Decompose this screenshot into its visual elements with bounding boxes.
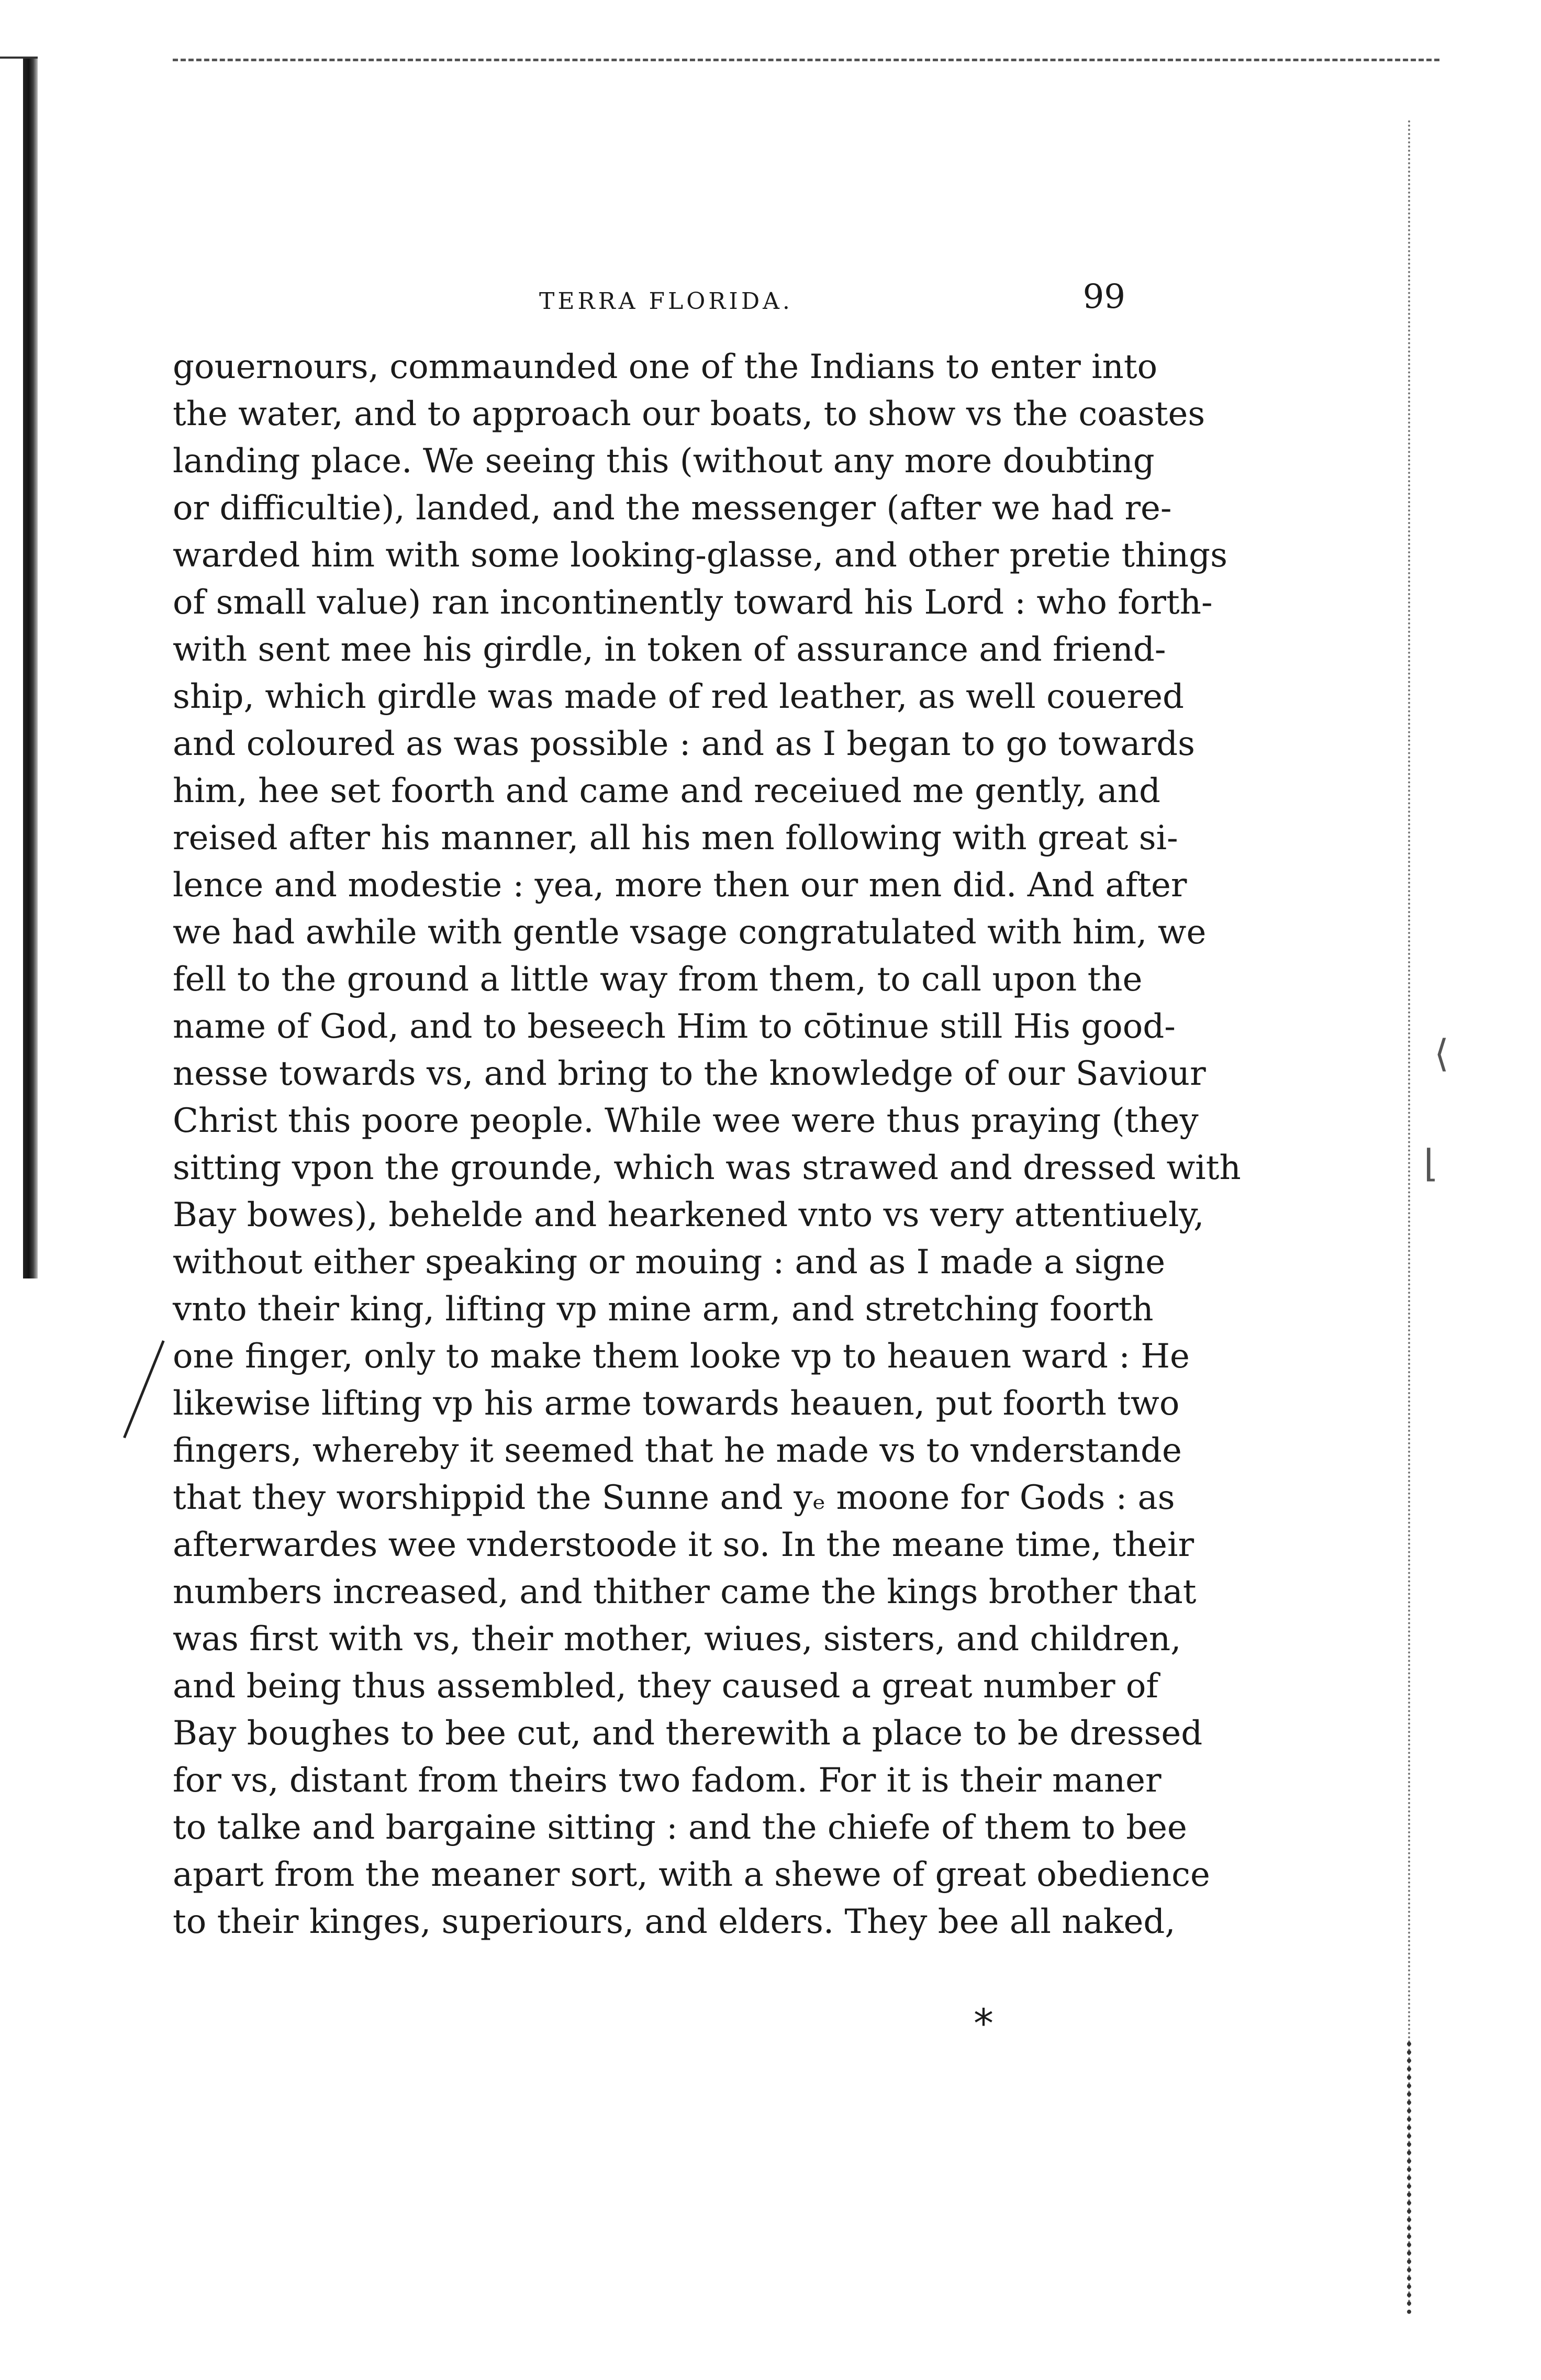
text-line: ship, which girdle was made of red leather, as well couered xyxy=(173,677,1184,716)
text-line: of small value) ran incontinently toward his Lord : who forth- xyxy=(173,583,1213,622)
text-line: to their kinges, superiours, and elders. They bee all naked, xyxy=(173,1903,1176,1941)
text-line: or difficultie), landed, and the messenger (after we had re- xyxy=(173,489,1172,528)
margin-mark: ⌊ xyxy=(1424,1141,1439,1185)
text-line: likewise lifting vp his arme towards heauen, put foorth two xyxy=(173,1384,1180,1423)
text-line: him, hee set foorth and came and receiued me gently, and xyxy=(173,772,1160,810)
text-line: numbers increased, and thither came the kings brother that xyxy=(173,1573,1197,1611)
page-right-edge-dark xyxy=(1407,2042,1416,2314)
text-line: Bay bowes), beheldе and hearkened vnto vs very attentiuely, xyxy=(173,1196,1204,1235)
text-line: Bay boughes to bee cut, and therewith a place to be dressed xyxy=(173,1714,1203,1753)
text-line: we had awhile with gentle vsage congratulated with him, we xyxy=(173,913,1207,952)
text-line: gouernours, commaunded one of the Indians to enter into xyxy=(173,348,1158,386)
text-line: to talke and bargaine sitting : and the chiefe of them to bee xyxy=(173,1808,1187,1847)
text-line: one finger, only to make them looke vp to heauen ward : He xyxy=(173,1337,1190,1376)
body-text xyxy=(173,343,1241,1945)
binding-edge xyxy=(23,59,38,1278)
text-line: with sent mee his girdle, in token of assurance and friend- xyxy=(173,630,1166,669)
text-line: nesse towards vs, and bring to the knowledge of our Saviour xyxy=(173,1054,1206,1093)
page-top-edge xyxy=(173,59,1439,61)
text-line: without either speaking or mouing : and as I made a signe xyxy=(173,1243,1166,1282)
page-number: 99 xyxy=(1082,277,1125,316)
text-line: reised after his manner, all his men following with great si- xyxy=(173,819,1178,858)
running-title: TERRA FLORIDA. xyxy=(539,288,793,315)
book-page xyxy=(173,272,1241,1945)
text-line: that they worshippid the Sunne and yₑ moone for Gods : as xyxy=(173,1478,1175,1517)
text-line: lence and modestie : yea, more then our men did. And after xyxy=(173,866,1187,905)
text-line: landing place. We seeing this (without any more doubting xyxy=(173,442,1155,481)
text-line: Christ this poore people. While wee were thus praying (they xyxy=(173,1102,1199,1140)
text-line: and being thus assembled, they caused a great number of xyxy=(173,1667,1159,1706)
text-line: name of God, and to beseech Him to cōtinue still His good- xyxy=(173,1007,1176,1046)
text-line: afterwardes wee vnderstoode it so. In the meane time, their xyxy=(173,1526,1194,1564)
text-line: sitting vpon the grounde, which was strawed and dressed with xyxy=(173,1149,1241,1187)
text-line: fell to the ground a little way from them, to call upon the xyxy=(173,960,1143,999)
running-head xyxy=(173,272,1125,340)
text-line: warded him with some looking-glasse, and other pretie things xyxy=(173,536,1227,575)
text-line: and coloured as was possible : and as I began to go towards xyxy=(173,725,1195,763)
text-line: apart from the meaner sort, with a shewe of great obedience xyxy=(173,1855,1210,1894)
text-line: fingers, whereby it seemed that he made vs to vnderstande xyxy=(173,1431,1182,1470)
text-line: the water, and to approach our boats, to show vs the coastes xyxy=(173,395,1205,433)
binding-edge-top xyxy=(0,57,38,59)
signature-mark: * xyxy=(974,2000,993,2047)
text-line: for vs, distant from theirs two fadom. For it is their maner xyxy=(173,1761,1162,1800)
margin-mark: ⟨ xyxy=(1434,1031,1449,1075)
text-line: was first with vs, their mother, wiues, sisters, and children, xyxy=(173,1620,1181,1659)
page-right-edge xyxy=(1408,120,1413,2309)
text-line: vnto their king, lifting vp mine arm, and stretching foorth xyxy=(173,1290,1154,1329)
